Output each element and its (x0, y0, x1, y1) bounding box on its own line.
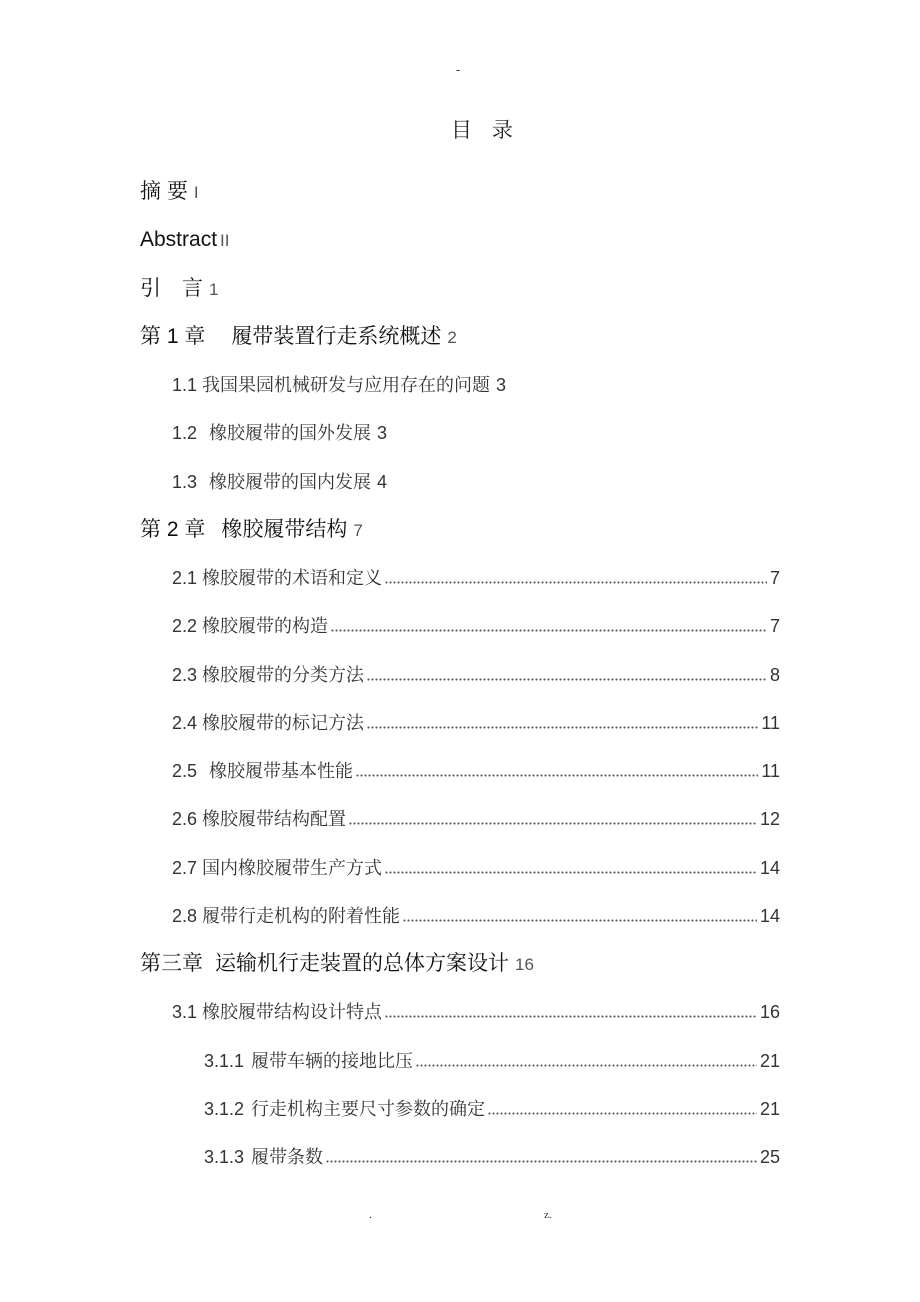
entry-number: 2.8 (172, 905, 198, 926)
entry-number: 3.1.1 (204, 1050, 245, 1071)
toc-entry-chapter-1 (140, 313, 780, 361)
entry-title: 履带车辆的接地比压 (251, 1050, 414, 1071)
dot-leader (385, 1010, 757, 1018)
entry-page-number: 2 (447, 327, 457, 347)
entry-page-number: 7 (353, 520, 363, 540)
toc-entry-1-2 (140, 409, 780, 457)
entry-number: 第三章 (140, 952, 203, 975)
toc-entry-abstract-zh (140, 168, 780, 216)
entry-number: 2.2 (172, 616, 198, 637)
page-title: 目 录 (451, 119, 520, 142)
entry-title: 橡胶履带结构设计特点 (202, 1002, 383, 1023)
toc-entry-chapter-2 (140, 506, 780, 554)
entry-number: 3.1 (172, 1002, 198, 1023)
entry-page-number: II (220, 231, 230, 251)
entry-page-number: 4 (377, 471, 388, 492)
dot-leader (403, 914, 757, 922)
entry-title: 履带装置行走系统概述 (231, 324, 442, 348)
entry-page-number: 16 (515, 955, 534, 974)
dot-leader (326, 1155, 757, 1163)
footer-right-mark: z. (544, 1209, 552, 1221)
entry-number: 2.1 (172, 568, 198, 588)
entry-page-number: 8 (769, 664, 780, 685)
entry-title: 摘 要 (140, 180, 188, 203)
entry-page-number: 3 (377, 423, 388, 444)
footer-left-mark: . (369, 1209, 372, 1221)
entry-page-number: 3 (496, 375, 507, 395)
entry-number: 2.6 (172, 809, 198, 830)
entry-page-number: 12 (759, 809, 780, 830)
entry-number: 2.4 (172, 712, 198, 733)
entry-page-number: 11 (761, 712, 780, 733)
entry-page-number: I (193, 183, 199, 202)
entry-title: 橡胶履带的构造 (202, 616, 329, 637)
dot-leader (385, 576, 767, 584)
dot-leader (416, 1059, 757, 1067)
toc-entry-2-2 (140, 602, 780, 650)
entry-title: Abstract (140, 228, 218, 252)
dot-leader (349, 817, 757, 825)
toc-entry-3-1-1 (140, 1037, 780, 1085)
entry-title: 橡胶履带基本性能 (209, 761, 354, 781)
dot-leader (331, 624, 767, 632)
toc-entry-3-1-2 (140, 1085, 780, 1133)
entry-page-number: 11 (761, 761, 780, 781)
toc-entry-2-5 (140, 747, 780, 795)
entry-title: 橡胶履带的分类方法 (202, 664, 365, 685)
entry-title: 橡胶履带的国内发展 (209, 471, 372, 492)
entry-title: 运输机行走装置的总体方案设计 (215, 952, 509, 975)
toc-entry-2-1 (140, 554, 780, 602)
entry-number: 2.5 (172, 761, 198, 781)
entry-page-number: 7 (769, 568, 780, 588)
entry-title: 履带行走机构的附着性能 (202, 905, 401, 926)
toc-entry-3-1-3 (140, 1133, 780, 1181)
entry-number: 3.1.3 (204, 1147, 245, 1167)
entry-number: 2.3 (172, 664, 198, 685)
toc-entry-3-1 (140, 988, 780, 1036)
entry-title: 橡胶履带的标记方法 (202, 712, 365, 733)
entry-page-number: 21 (759, 1098, 780, 1119)
toc-entry-2-8 (140, 892, 780, 940)
table-of-contents (140, 168, 780, 1181)
entry-number: 1.3 (172, 471, 198, 492)
entry-title: 履带条数 (251, 1147, 324, 1167)
entry-number: 3.1.2 (204, 1098, 245, 1119)
dot-leader (356, 769, 758, 777)
entry-number: 第 1 章 (140, 324, 206, 348)
entry-number: 第 2 章 (140, 517, 206, 541)
toc-entry-2-3 (140, 651, 780, 699)
entry-page-number: 7 (769, 616, 780, 637)
toc-entry-1-1 (140, 361, 780, 409)
dot-leader (367, 673, 767, 681)
toc-entry-1-3 (140, 458, 780, 506)
entry-title: 橡胶履带结构 (221, 517, 348, 541)
entry-title: 橡胶履带的术语和定义 (202, 568, 383, 588)
entry-page-number: 25 (759, 1147, 780, 1167)
entry-number: 2.7 (172, 857, 198, 878)
entry-number: 1.2 (172, 423, 198, 444)
entry-title: 引 言 (140, 276, 203, 300)
entry-title: 橡胶履带的国外发展 (209, 423, 372, 444)
toc-entry-introduction (140, 265, 780, 313)
entry-page-number: 1 (209, 279, 219, 299)
entry-page-number: 14 (759, 857, 780, 878)
dot-leader (488, 1107, 757, 1115)
toc-entry-abstract-en (140, 216, 780, 264)
dot-leader (385, 866, 757, 874)
entry-page-number: 21 (759, 1050, 780, 1071)
toc-entry-2-4 (140, 699, 780, 747)
toc-entry-chapter-3 (140, 940, 780, 988)
entry-page-number: 16 (759, 1002, 780, 1023)
header-mark: - (456, 62, 461, 77)
entry-title: 橡胶履带结构配置 (202, 809, 347, 830)
entry-title: 国内橡胶履带生产方式 (202, 857, 383, 878)
dot-leader (367, 721, 758, 729)
entry-title: 行走机构主要尺寸参数的确定 (251, 1098, 486, 1119)
entry-page-number: 14 (759, 905, 780, 926)
toc-entry-2-6 (140, 795, 780, 843)
entry-title: 我国果园机械研发与应用存在的问题 (202, 375, 491, 395)
entry-number: 1.1 (172, 375, 198, 395)
toc-entry-2-7 (140, 844, 780, 892)
